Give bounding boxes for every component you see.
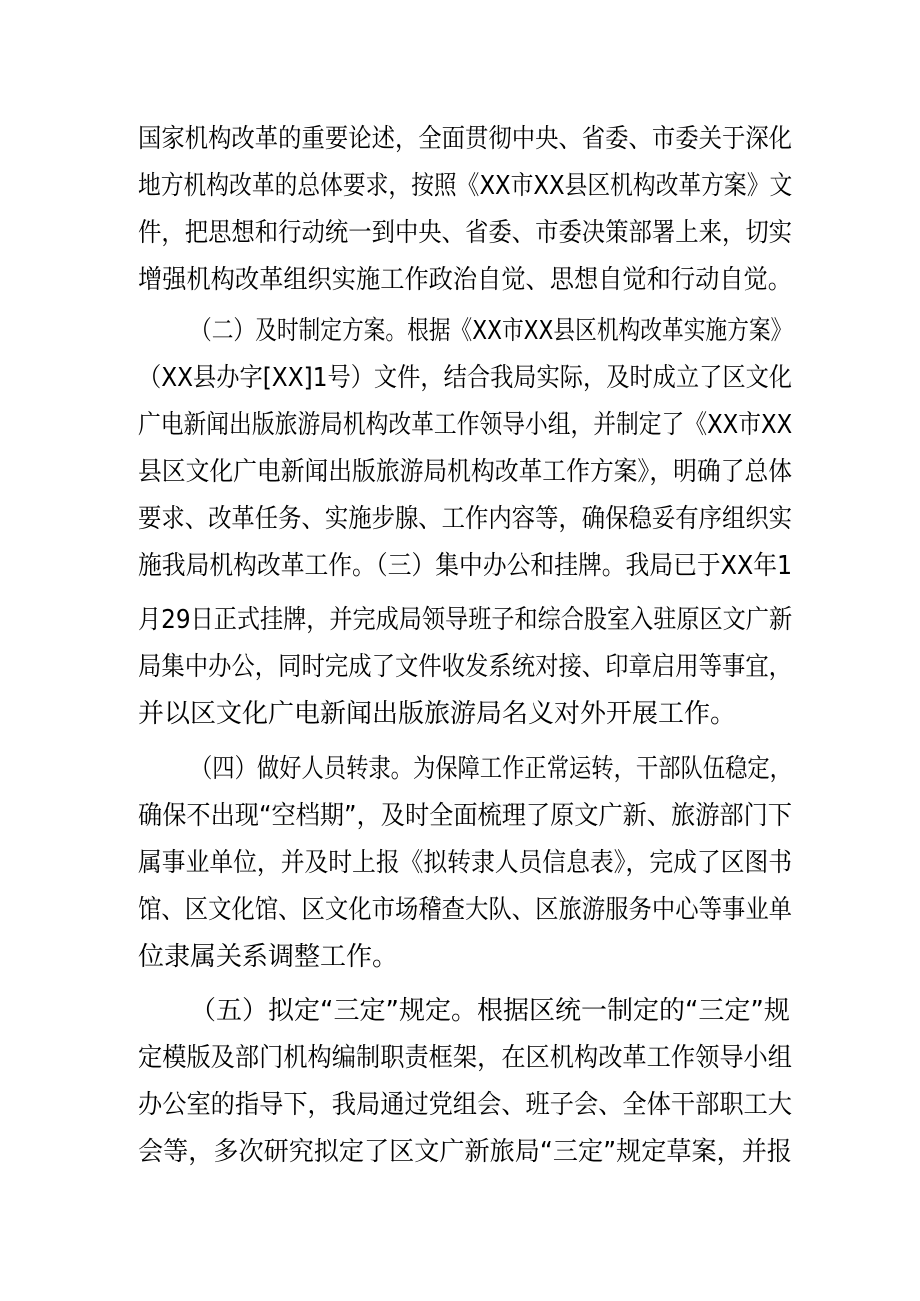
text-line-5: （二）及时制定方案。根据《XX市XX县区机构改革实施方案》 xyxy=(190,316,793,346)
text-line-4: 增强机构改革组织实施工作政治自觉、思想自觉和行动自觉。 xyxy=(138,265,792,295)
text-line-8: 县区文化广电新闻出版旅游局机构改革工作方案》，明确了总体 xyxy=(138,457,793,487)
text-line-18: 位隶属关系调整工作。 xyxy=(138,942,399,972)
text-line-17: 馆、区文化馆、区文化市场稽查大队、区旅游服务中心等事业单 xyxy=(138,895,793,925)
text-line-14: （四）做好人员转隶。为保障工作正常运转，干部队伍稳定， xyxy=(190,754,792,784)
text-line-16: 属事业单位，并及时上报《拟转隶人员信息表》，完成了区图书 xyxy=(138,848,793,878)
text-line-20: 定模版及部门机构编制职责框架，在区机构改革工作领导小组 xyxy=(138,1043,792,1073)
text-line-3: 件，把思想和行动统一到中央、省委、市委决策部署上来，切实 xyxy=(138,218,793,248)
text-line-1: 国家机构改革的重要论述，全面贯彻中央、省委、市委关于深化 xyxy=(138,124,793,154)
text-line-2: 地方机构改革的总体要求，按照《XX市XX县区机构改革方案》文 xyxy=(138,171,793,201)
text-line-21: 办公室的指导下，我局通过党组会、班子会、全体干部职工大 xyxy=(138,1090,792,1120)
text-line-12: 局集中办公，同时完成了文件收发系统对接、印章启用等事宜， xyxy=(138,652,793,682)
text-line-10: 施我局机构改革工作。（三）集中办公和挂牌。我局已于XX年1 xyxy=(138,551,793,581)
text-line-9: 要求、改革任务、实施步腺、工作内容等，确保稳妥有序组织实 xyxy=(138,504,793,534)
text-line-11: 月29日正式挂牌，并完成局领导班子和综合股室入驻原区文广新 xyxy=(138,605,793,635)
text-line-7: 广电新闻出版旅游局机构改革工作领导小组，并制定了《XX市XX xyxy=(138,410,793,440)
text-line-19: （五）拟定“三定”规定。根据区统一制定的“三定”规 xyxy=(190,996,790,1026)
text-line-15: 确保不出现“空档期”，及时全面梳理了原文广新、旅游部门下 xyxy=(138,801,792,831)
text-line-6: （XX县办字[XX]1号）文件，结合我局实际，及时成立了区文化 xyxy=(138,363,793,393)
text-line-22: 会等，多次研究拟定了区文广新旅局“三定”规定草案，并报 xyxy=(138,1137,792,1167)
text-line-13: 并以区文化广电新闻出版旅游局名义对外开展工作。 xyxy=(138,699,737,729)
